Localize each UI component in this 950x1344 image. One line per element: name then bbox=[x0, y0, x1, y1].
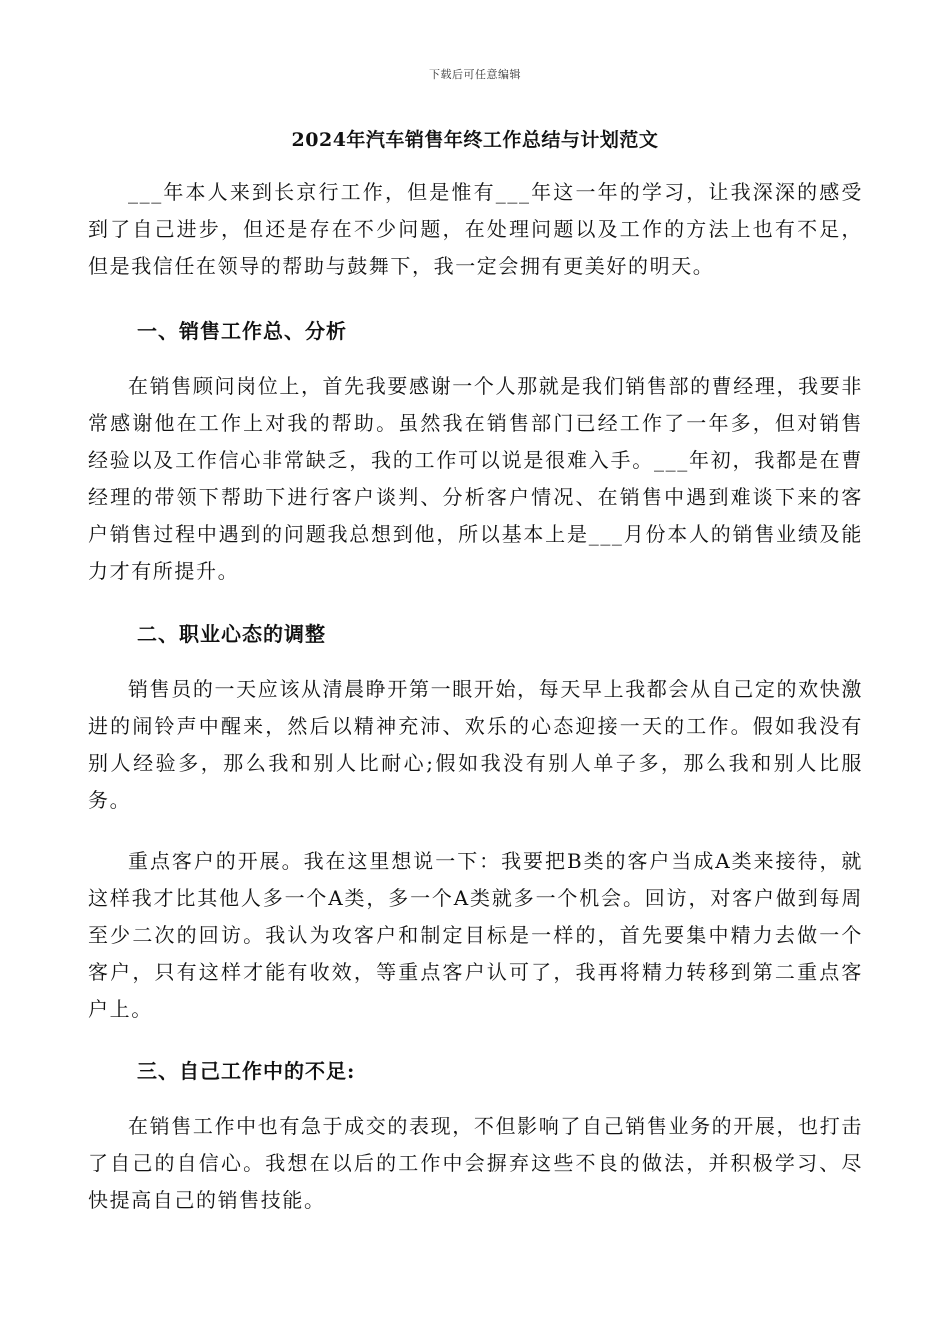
section-2-paragraph-2: 重点客户的开展。我在这里想说一下：我要把B类的客户当成A类来接待，就这样我才比其他人多一个A类，多一个A类就多一个机会。回访，对客户做到每周至少二次的回访。我认为攻客户和制定目标是一样的，首先要集中精力去做一个客户，只有这样才能有收效，等重点客户认可了，我再将精力转移到第二重点客户上。 bbox=[88, 849, 863, 1021]
header-note: 下载后可任意编辑 bbox=[429, 68, 521, 81]
document-title: 2024年汽车销售年终工作总结与计划范文 bbox=[291, 129, 659, 151]
section-2-paragraph-1: 销售员的一天应该从清晨睁开第一眼开始，每天早上我都会从自己定的欢快激进的闹铃声中醒来，然后以精神充沛、欢乐的心态迎接一天的工作。假如我没有别人经验多，那么我和别人比耐心;假如我没有别人单子多，那么我和别人比服务。 bbox=[88, 677, 863, 812]
section-heading-mindset: 二、职业心态的调整 bbox=[137, 622, 326, 646]
section-heading-sales-analysis: 一、销售工作总、分析 bbox=[137, 319, 347, 343]
section-1-paragraph-1: 在销售顾问岗位上，首先我要感谢一个人那就是我们销售部的曹经理，我要非常感谢他在工作上对我的帮助。虽然我在销售部门已经工作了一年多，但对销售经验以及工作信心非常缺乏，我的工作可以说是很难入手。___年初，我都是在曹经理的带领下帮助下进行客户谈判、分析客户情况、在销售中遇到难谈下来的客户销售过程中遇到的问题我总想到他，所以基本上是___月份本人的销售业绩及能力才有所提升。 bbox=[88, 374, 863, 583]
section-heading-shortcomings: 三、自己工作中的不足: bbox=[137, 1059, 356, 1083]
section-3-paragraph-1: 在销售工作中也有急于成交的表现，不但影响了自己销售业务的开展，也打击了自己的自信心。我想在以后的工作中会摒弃这些不良的做法，并积极学习、尽快提高自己的销售技能。 bbox=[88, 1114, 863, 1212]
intro-paragraph: ___年本人来到长京行工作，但是惟有___年这一年的学习，让我深深的感受到了自己进步，但还是存在不少问题，在处理问题以及工作的方法上也有不足，但是我信任在领导的帮助与鼓舞下，我一定会拥有更美好的明天。 bbox=[88, 180, 863, 278]
